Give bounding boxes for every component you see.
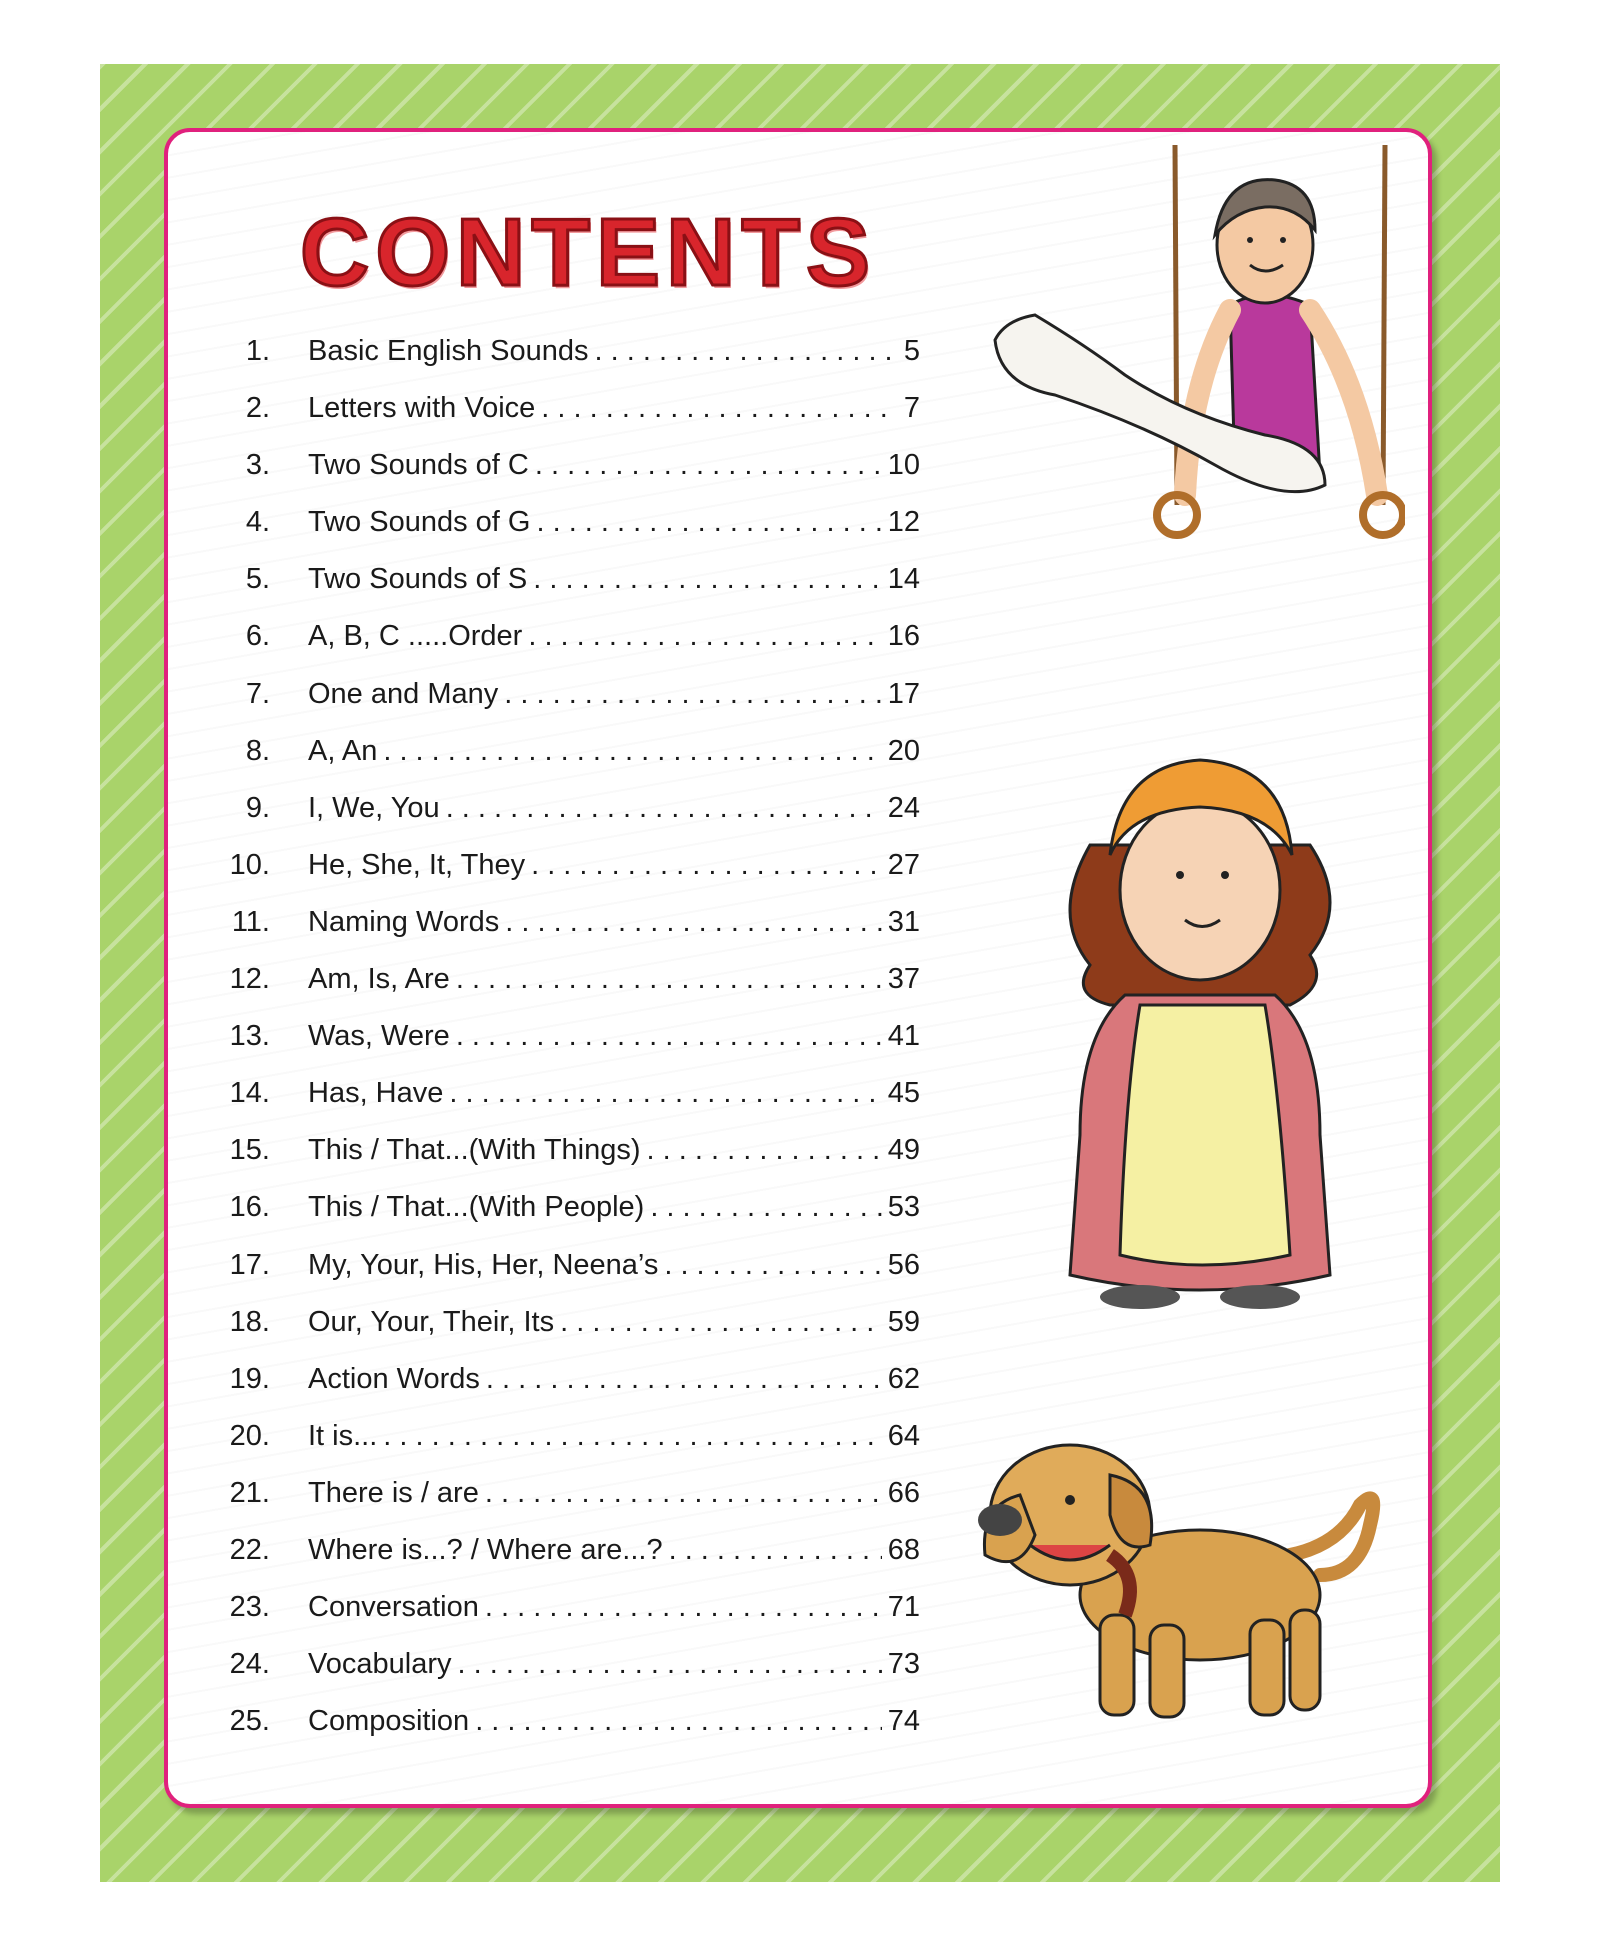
toc-number: 23. [229, 1591, 270, 1624]
toc-number: 14. [229, 1077, 270, 1110]
toc-dot-leader [536, 506, 881, 539]
toc-row [220, 392, 920, 449]
toc-row [220, 1477, 920, 1534]
toc-row [220, 1020, 920, 1077]
toc-row [220, 1648, 920, 1705]
toc-label: This / That...(With People) [308, 1191, 645, 1224]
toc-label: Two Sounds of G [308, 506, 531, 539]
toc-row [220, 335, 920, 392]
toc-dot-leader [505, 906, 881, 939]
page-title: CONTENTS [300, 199, 876, 306]
toc-dot-leader [504, 678, 882, 711]
toc-number: 24. [229, 1648, 270, 1681]
toc-number: 8. [245, 734, 270, 767]
toc-number: 7. [245, 677, 270, 710]
toc-page-number: 20 [887, 734, 920, 767]
toc-page-number: 68 [887, 1533, 920, 1566]
toc-dot-leader [647, 1134, 882, 1167]
toc-number: 9. [245, 791, 270, 824]
toc-number: 15. [229, 1134, 270, 1167]
toc-number: 13. [229, 1020, 270, 1053]
toc-row [220, 1420, 920, 1477]
toc-dot-leader [533, 563, 881, 596]
toc-page-number: 24 [887, 791, 920, 824]
toc-dot-leader [456, 1020, 882, 1053]
toc-row [220, 506, 920, 563]
toc-number: 10. [229, 848, 270, 881]
toc-row [220, 735, 920, 792]
toc-number: 20. [229, 1419, 270, 1452]
toc-label: A, An [308, 734, 378, 767]
toc-number: 17. [229, 1248, 270, 1281]
toc-label: Two Sounds of S [308, 563, 528, 596]
toc-page-number: 10 [887, 449, 920, 482]
toc-dot-leader [485, 1477, 882, 1510]
toc-page-number: 59 [887, 1305, 920, 1338]
toc-dot-leader [449, 1077, 881, 1110]
toc-dot-leader [560, 1306, 882, 1339]
toc-number: 16. [229, 1191, 270, 1224]
toc-label: Two Sounds of C [308, 449, 529, 482]
toc-dot-leader [446, 792, 882, 825]
toc-label: This / That...(With Things) [308, 1134, 641, 1167]
toc-page-number: 64 [887, 1419, 920, 1452]
dog-illustration [960, 1425, 1400, 1735]
toc-number: 22. [229, 1533, 270, 1566]
toc-label: I, We, You [308, 791, 440, 824]
toc-page-number: 27 [887, 848, 920, 881]
toc-row [220, 1249, 920, 1306]
toc-page-number: 17 [887, 677, 920, 710]
toc-dot-leader [486, 1363, 882, 1396]
toc-page-number: 49 [887, 1134, 920, 1167]
toc-page-number: 74 [887, 1705, 920, 1738]
toc-label: Composition [308, 1705, 470, 1738]
toc-row [220, 1591, 920, 1648]
toc-row [220, 1363, 920, 1420]
toc-row [220, 906, 920, 963]
toc-dot-leader [475, 1705, 882, 1738]
toc-label: Conversation [308, 1591, 479, 1624]
toc-page-number: 71 [887, 1591, 920, 1624]
toc-number: 11. [231, 905, 270, 938]
toc-dot-leader [456, 963, 882, 996]
toc-label: Basic English Sounds [308, 335, 589, 367]
toc-page-number: 5 [903, 335, 920, 367]
toc-number: 1. [245, 335, 270, 367]
toc-page-number: 14 [887, 563, 920, 596]
toc-row [220, 563, 920, 620]
toc-page-number: 16 [887, 620, 920, 653]
toc-label: My, Your, His, Her, Neena’s [308, 1248, 659, 1281]
toc-label: There is / are [308, 1476, 479, 1509]
toc-dot-leader [485, 1591, 882, 1624]
toc-number: 21. [229, 1476, 270, 1509]
girl-in-headscarf-illustration [1030, 715, 1370, 1315]
toc-label: A, B, C .....Order [308, 620, 523, 653]
toc-row [220, 1077, 920, 1134]
toc-number: 25. [229, 1705, 270, 1738]
toc-page-number: 45 [887, 1077, 920, 1110]
toc-row [220, 1705, 920, 1762]
toc-row [220, 1306, 920, 1363]
toc-row [220, 1134, 920, 1191]
toc-number: 5. [245, 563, 270, 596]
toc-row [220, 963, 920, 1020]
toc-page-number: 53 [887, 1191, 920, 1224]
toc-row [220, 449, 920, 506]
toc-number: 19. [229, 1362, 270, 1395]
toc-page-number: 31 [887, 905, 920, 938]
toc-row [220, 1534, 920, 1591]
toc-dot-leader [535, 449, 882, 482]
toc-label: It is... [308, 1419, 378, 1452]
toc-row [220, 678, 920, 735]
toc-dot-leader [595, 335, 895, 368]
toc-page-number: 56 [887, 1248, 920, 1281]
toc-page-number: 62 [887, 1362, 920, 1395]
toc-label: Has, Have [308, 1077, 444, 1110]
toc-label: Vocabulary [308, 1648, 452, 1681]
toc-label: Letters with Voice [308, 392, 536, 425]
toc-label: Our, Your, Their, Its [308, 1305, 555, 1338]
toc-number: 2. [245, 392, 270, 425]
toc-label: Am, Is, Are [308, 963, 450, 996]
toc-dot-leader [669, 1534, 882, 1567]
toc-dot-leader [383, 1420, 881, 1453]
toc-row [220, 792, 920, 849]
table-of-contents [220, 335, 920, 1762]
toc-page-number: 7 [903, 392, 920, 425]
toc-label: Where is...? / Where are...? [308, 1533, 663, 1566]
toc-label: One and Many [308, 677, 499, 710]
toc-number: 3. [245, 449, 270, 482]
toc-dot-leader [528, 620, 881, 653]
toc-row [220, 849, 920, 906]
toc-page-number: 41 [887, 1020, 920, 1053]
toc-label: Action Words [308, 1362, 480, 1395]
toc-page-number: 12 [887, 506, 920, 539]
toc-number: 12. [229, 963, 270, 996]
toc-dot-leader [458, 1648, 882, 1681]
toc-dot-leader [541, 392, 894, 425]
toc-row [220, 620, 920, 677]
gymnast-on-rings-illustration [965, 145, 1405, 575]
toc-dot-leader [664, 1249, 881, 1282]
toc-dot-leader [650, 1191, 881, 1224]
toc-page-number: 73 [887, 1648, 920, 1681]
toc-page-number: 66 [887, 1476, 920, 1509]
toc-label: Naming Words [308, 905, 500, 938]
toc-number: 18. [229, 1305, 270, 1338]
toc-page-number: 37 [887, 963, 920, 996]
toc-dot-leader [383, 735, 881, 768]
toc-dot-leader [531, 849, 882, 882]
toc-number: 6. [245, 620, 270, 653]
toc-label: Was, Were [308, 1020, 450, 1053]
toc-number: 4. [245, 506, 270, 539]
toc-row [220, 1191, 920, 1248]
toc-label: He, She, It, They [308, 848, 526, 881]
